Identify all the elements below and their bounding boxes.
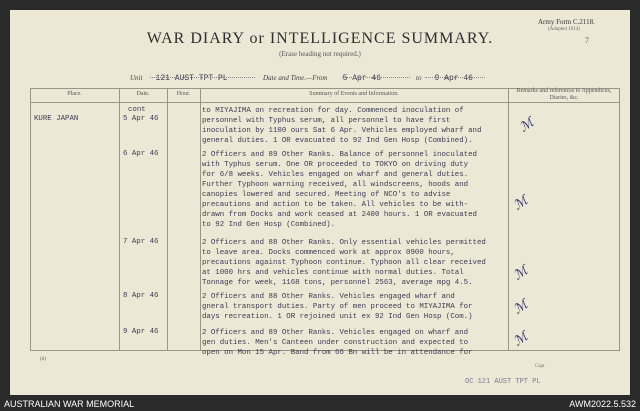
page-mark: 7 (585, 36, 589, 45)
to-value: 9 Apr 46 (434, 74, 473, 83)
entry-date: 9 Apr 46 (123, 328, 159, 336)
col-summary-header: Summary of Events and Information. (309, 91, 399, 97)
unit-label: Unit (130, 74, 143, 82)
summary-line: 2 Officers and 89 Other Ranks. Balance of personnel inoculated (202, 151, 477, 159)
stamp-capt: Capt (535, 364, 545, 369)
summary-line: drawn from Docks and work ceased at 2400 hours. 1 OR evacuated (202, 211, 477, 219)
col-date-header: Date. (136, 91, 150, 97)
col-hour-header: Hour. (176, 91, 191, 97)
date-field (263, 65, 381, 83)
summary-line: general duties. 1 OR evacuated to 92 Ind Gen Hosp (Combined). (202, 137, 473, 145)
from-value: 5 Apr 46 (342, 74, 381, 83)
entry-date: 5 Apr 46 (123, 115, 159, 123)
handwritten-initial-mark: ℳ (510, 329, 531, 350)
entry-summary (202, 292, 507, 322)
entry-summary (202, 238, 507, 288)
summary-line: precautions and action to be taken. All vehicles to be with- (202, 201, 469, 209)
summary-line: Further Typhoon warning received, all windscreens, hoods and (202, 181, 469, 189)
entry-place: KURE JAPAN (34, 115, 79, 123)
unit-field (130, 65, 228, 83)
left-rule (30, 88, 31, 351)
entry-date: 8 Apr 46 (123, 292, 159, 300)
summary-line: inoculation by 1100 ours Sat 6 Apr. Vehicles employed wharf and (202, 127, 482, 135)
hour-summary-rule (200, 88, 201, 351)
handwritten-initial-mark: ℳ (516, 115, 537, 136)
archive-footer (0, 395, 640, 411)
entry-summary (202, 150, 507, 230)
right-rule (619, 88, 620, 351)
date-label: Date and Time.—From (263, 74, 328, 82)
unit-stamp: OC 121 AUST TPT PL (465, 378, 541, 386)
summary-line: for 6/8 weeks. Vehicles engaged on wharf and general duties. (202, 171, 469, 179)
form-title: WAR DIARY or INTELLIGENCE SUMMARY. (146, 30, 494, 47)
summary-line: open on Mon 15 Apr. Band from 66 Bn will be in attendance for (202, 349, 473, 357)
army-form-number: Army Form C.2118. (538, 18, 595, 26)
summary-line: precautions against Typhoon continue. Typhoon all clear received (202, 259, 486, 267)
to-underline (425, 77, 485, 78)
summary-line: days recreation. 1 OR rejoined unit ex 92 Ind Gen Hosp (Com.) (202, 313, 473, 321)
print-reference: (ii) (40, 357, 47, 362)
col-place-header: Place. (67, 91, 82, 97)
summary-line: 2 Officers and 88 Other Ranks. Only essential vehicles permitted (202, 239, 486, 247)
handwritten-initial-mark: ℳ (510, 263, 531, 284)
entry-summary (202, 328, 507, 358)
entry-summary (202, 106, 507, 146)
summary-line: 2 Officers and 88 Other Ranks. Vehicles engaged wharf and (202, 293, 455, 301)
summary-line: Tonnage for week, 1168 tons, personnel 2563, average mpg 4.5. (202, 279, 473, 287)
summary-line: to leave area. Docks commenced work at approx 0900 hours, (202, 249, 455, 257)
to-label: to (416, 74, 422, 82)
unit-underline (150, 77, 255, 78)
entry-date: 6 Apr 46 (123, 150, 159, 158)
from-underline (342, 77, 410, 78)
diary-table (30, 88, 620, 357)
col-remarks-header: Remarks and references to Appendices, Diaries, &c. (516, 88, 612, 101)
summary-remarks-rule (508, 88, 509, 351)
summary-line: to MIYAJIMA on recreation for day. Commenced inoculation of (202, 107, 464, 115)
summary-line: with Typhus serum. One OR proceeded to TOKYO on driving duty (202, 161, 469, 169)
footer-institution: AUSTRALIAN WAR MEMORIAL (4, 399, 135, 409)
unit-value: 121 AUST TPT PL (155, 74, 228, 83)
footer-accession-number: AWM2022.5.532 (569, 399, 636, 409)
form-subtitle: (Erase heading not required.) (279, 50, 361, 58)
summary-line: personnel with Typhus serum, all personnel to have first (202, 117, 451, 125)
summary-line: 2 Officers and 89 Other Ranks. Vehicles engaged on wharf and (202, 329, 469, 337)
handwritten-initial-mark: ℳ (510, 297, 531, 318)
handwritten-initial-mark: ℳ (510, 193, 531, 214)
place-date-rule (119, 88, 120, 351)
date-hour-rule (167, 88, 168, 351)
summary-line: at 1000 hrs and vehicles continue with normal duties. Total (202, 269, 464, 277)
entry-date: 7 Apr 46 (123, 238, 159, 246)
army-form-adopted: (Adopted 1914) (548, 27, 580, 32)
summary-line: gneral transport duties. Party of men proceed to MIYAJIMA for (202, 303, 473, 311)
to-field (416, 65, 473, 83)
summary-line: to 92 Ind Gen Hosp (Combined). (202, 221, 336, 229)
summary-line: gen duties. Men's Canteen under construction and expected to (202, 339, 469, 347)
entry-date-cont: cont (128, 106, 146, 114)
summary-line: canopies lowered and secured. Meeting of NCO's to advise (202, 191, 451, 199)
